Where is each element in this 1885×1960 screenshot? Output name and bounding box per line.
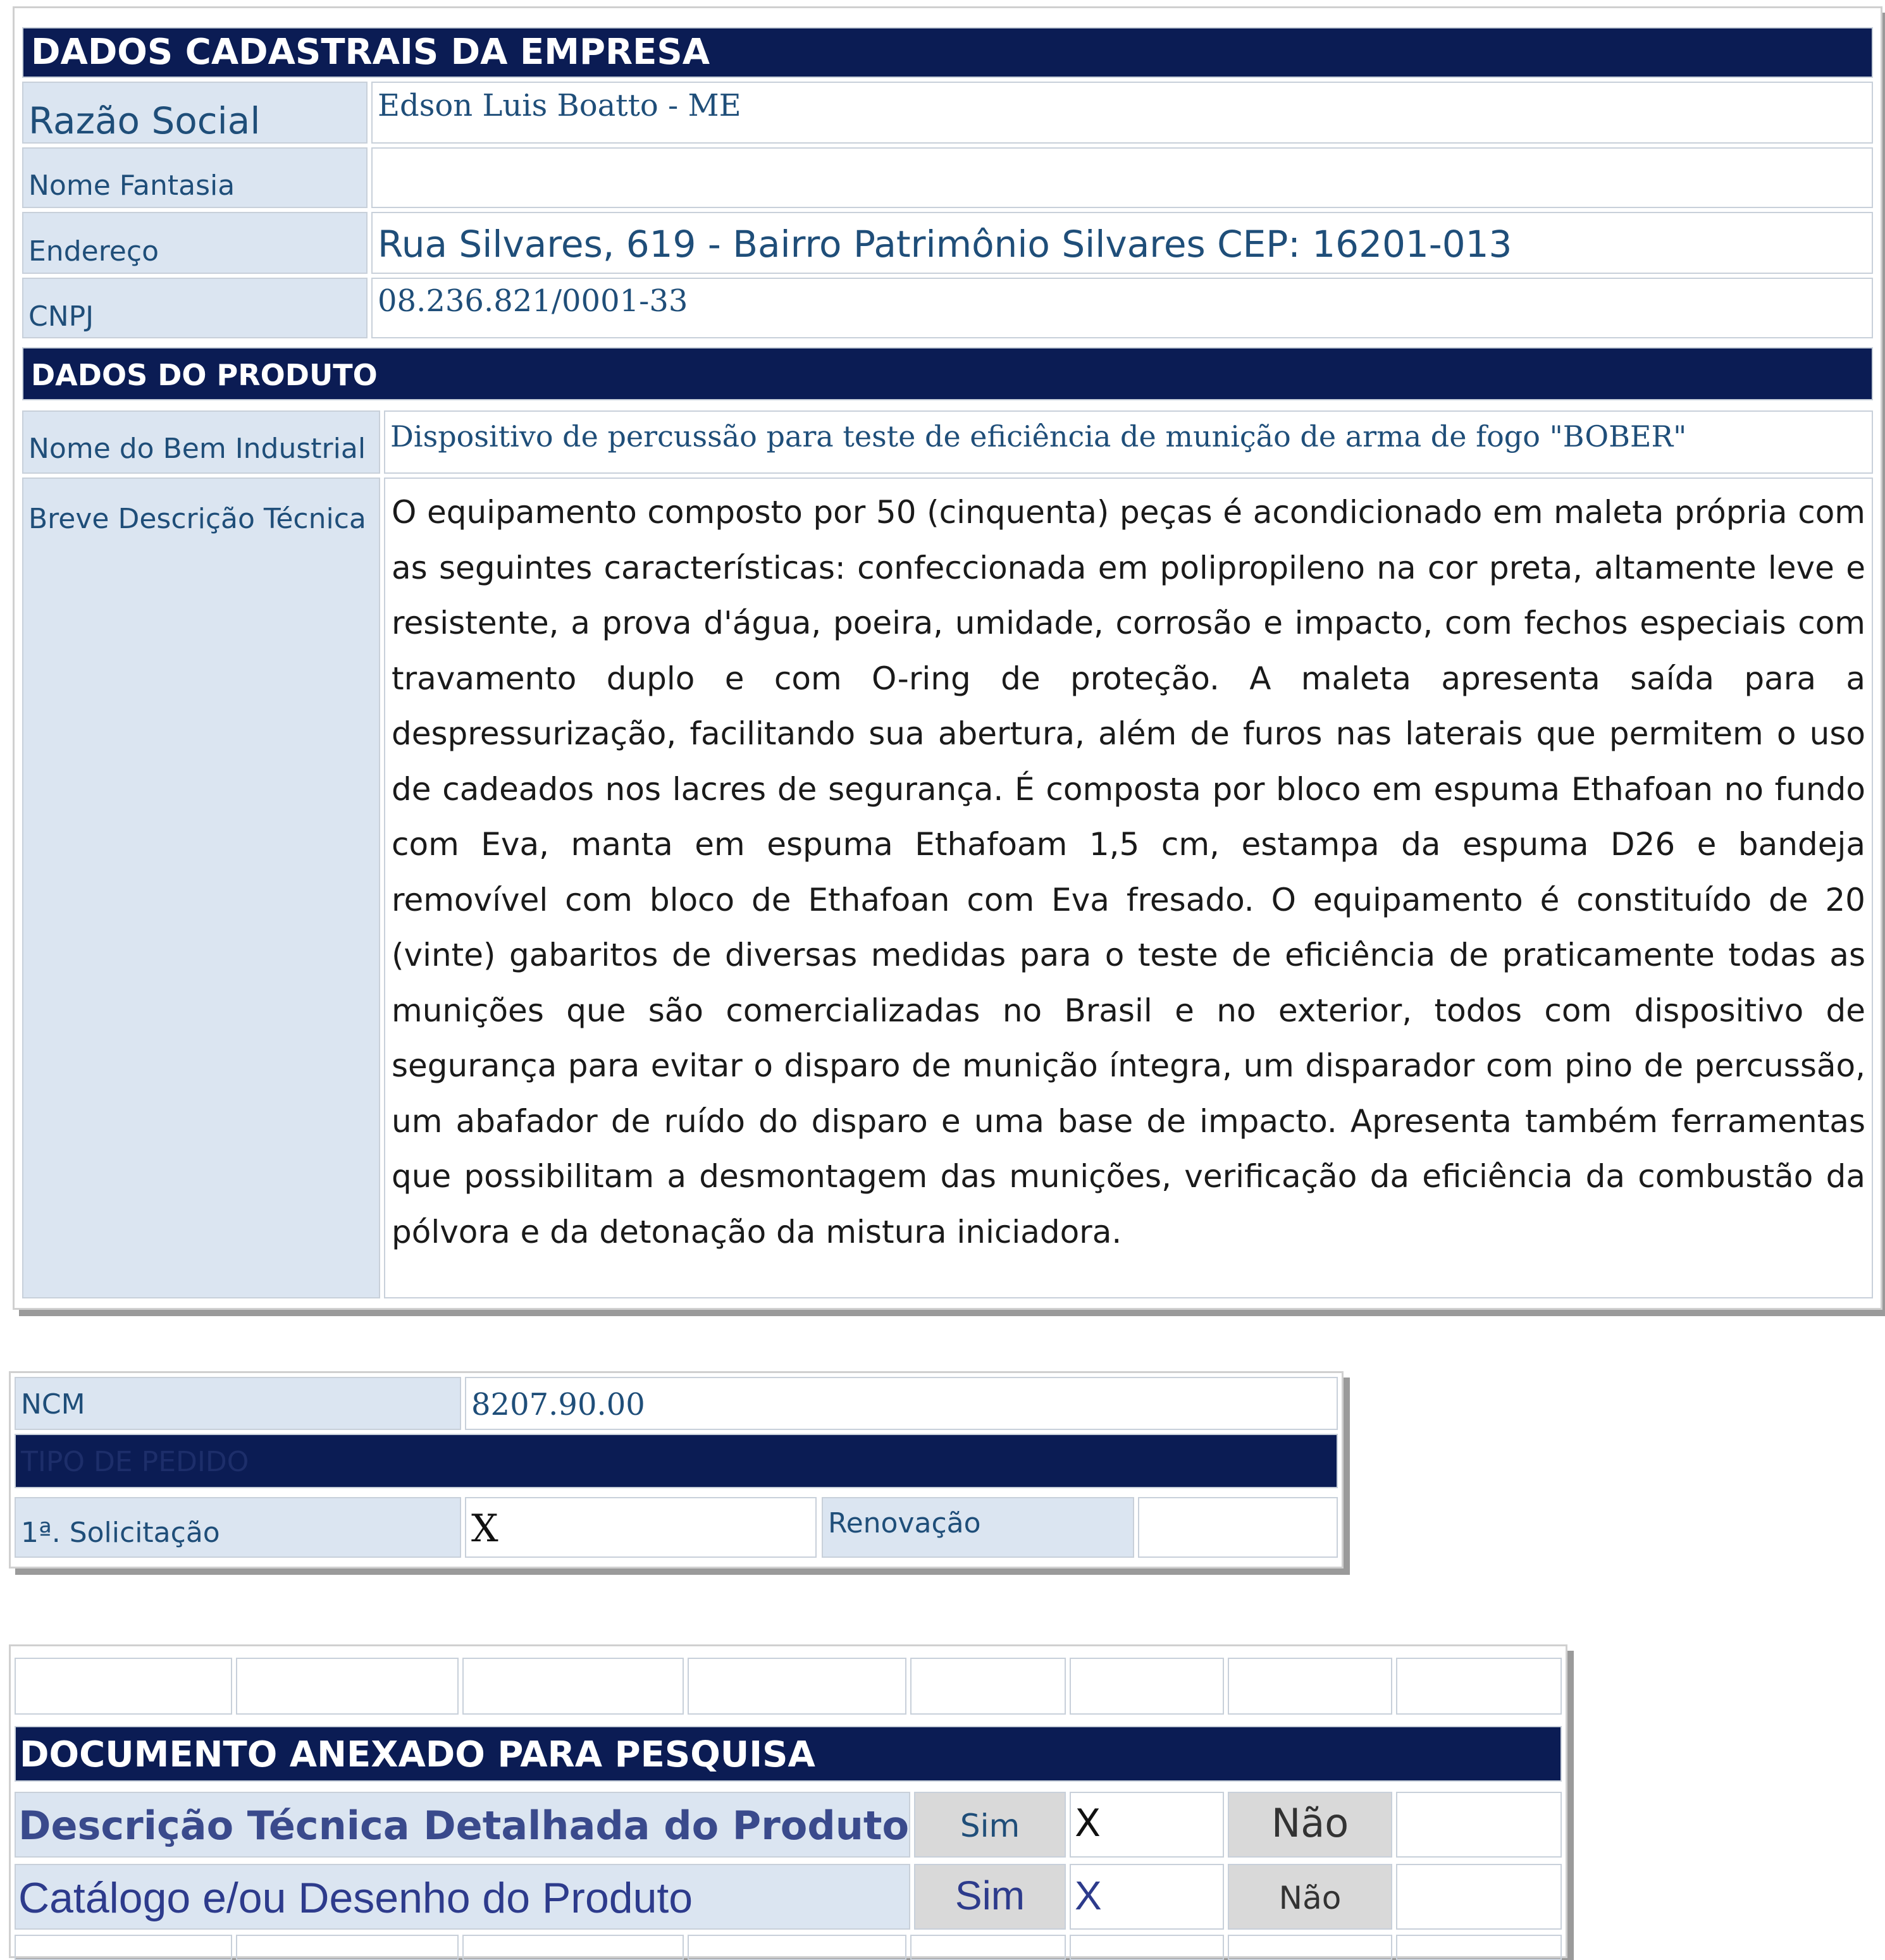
product-section-header: DADOS DO PRODUTO [22,347,1873,400]
cnpj-value: 08.236.821/0001-33 [371,278,1873,338]
primeira-solicitacao-label: 1ª. Solicitação [15,1497,461,1558]
empty-grid-cell [462,1935,684,1960]
empty-grid-cell [1228,1658,1392,1715]
documents-panel [9,1644,1567,1958]
empty-grid-cell [15,1658,232,1715]
empty-grid-cell [1070,1935,1224,1960]
documents-section-header: DOCUMENTO ANEXADO PARA PESQUISA [15,1726,1562,1782]
descricao-tecnica-nao-value[interactable] [1396,1792,1562,1858]
razao-social-value: Edson Luis Boatto - ME [371,82,1873,144]
tipo-pedido-header: TIPO DE PEDIDO [15,1434,1338,1488]
ncm-value: 8207.90.00 [465,1377,1338,1430]
empty-grid-cell [236,1935,459,1960]
nome-fantasia-label: Nome Fantasia [22,147,368,208]
empty-grid-cell [236,1658,459,1715]
ncm-label: NCM [15,1377,461,1430]
empty-grid-cell [1070,1658,1224,1715]
nome-bem-value: Dispositivo de percussão para teste de eficiência de munição de arma de fogo "BOBER" [384,410,1873,474]
empty-grid-cell [1228,1935,1392,1960]
empty-grid-cell [910,1658,1066,1715]
descricao-tecnica-sim-value[interactable]: X [1070,1792,1224,1858]
catalogo-desenho-nao-value[interactable] [1396,1864,1562,1930]
nome-bem-label: Nome do Bem Industrial [22,410,380,474]
descricao-tecnica-sim-label: Sim [914,1792,1066,1858]
descricao-value: O equipamento composto por 50 (cinquenta) peças é acondicionado em maleta própria com as seguintes características: confeccionada em polipropileno na cor preta, altamente leve e resistente, a prova d'água, poeira, umidade, corrosão e impacto, com fechos especiais com travamento duplo e com O-ring de proteção. A maleta apresenta saída para a despressurização, facilitando sua abertura, além de furos nas laterais que permitem o uso de cadeados nos lacres de segurança. É composta por bloco em espuma Ethafoan no fundo com Eva, manta em espuma Ethafoam 1,5 cm, estampa da espuma D26 e bandeja removível com bloco de Ethafoan com Eva fresado. O equipamento é constituído de 20 (vinte) gabaritos de diversas medidas para o teste de eficiência de praticamente todas as munições que são comercializadas no Brasil e no exterior, todos com dispositivo de segurança para evitar o disparo de munição íntegra, um disparador com pino de percussão, um abafador de ruído do disparo e uma base de impacto. Apresenta também ferramentas que possibilitam a desmontagem das munições, verificação da eficiência da combustão da pólvora e da detonação da mistura iniciadora. [384,478,1873,1298]
empty-grid-cell [688,1658,906,1715]
descricao-tecnica-detalhada-label: Descrição Técnica Detalhada do Produto [15,1792,910,1858]
empty-grid-cell [1396,1935,1562,1960]
primeira-solicitacao-value: X [465,1497,817,1558]
cnpj-label: CNPJ [22,278,368,338]
empty-grid-cell [15,1935,232,1960]
razao-social-label: Razão Social [22,82,368,144]
renovacao-label: Renovação [822,1497,1134,1558]
catalogo-desenho-label: Catálogo e/ou Desenho do Produto [15,1864,910,1930]
catalogo-desenho-nao-label: Não [1228,1864,1392,1930]
order-panel [9,1371,1344,1569]
catalogo-desenho-sim-label: Sim [914,1864,1066,1930]
descricao-tecnica-nao-label: Não [1228,1792,1392,1858]
company-section-header: DADOS CADASTRAIS DA EMPRESA [22,27,1873,78]
empty-grid-cell [1396,1658,1562,1715]
company-product-panel [13,6,1882,1310]
descricao-label: Breve Descrição Técnica [22,478,380,1298]
empty-grid-cell [910,1935,1066,1960]
empty-grid-cell [688,1935,906,1960]
endereco-value: Rua Silvares, 619 - Bairro Patrimônio Silvares CEP: 16201-013 [371,212,1873,274]
empty-grid-cell [462,1658,684,1715]
nome-fantasia-value [371,147,1873,208]
renovacao-value [1138,1497,1338,1558]
catalogo-desenho-sim-value[interactable]: X [1070,1864,1224,1930]
endereco-label: Endereço [22,212,368,274]
